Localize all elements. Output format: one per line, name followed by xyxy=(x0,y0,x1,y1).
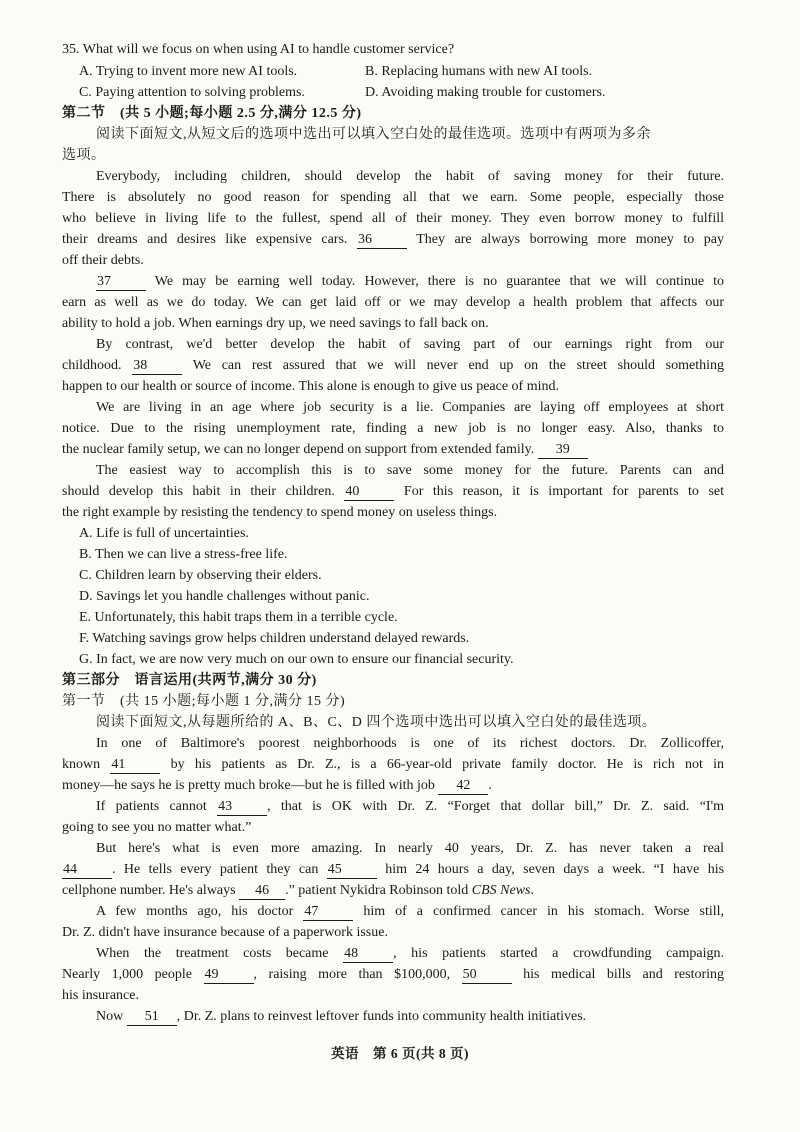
text-fragment: should develop this habit in their children. xyxy=(62,484,335,499)
cloze-line xyxy=(62,860,724,881)
blank-37[interactable]: 37 xyxy=(96,274,146,291)
text-fragment: , his patients started a crowdfunding campaign. xyxy=(393,946,725,961)
text-fragment: . xyxy=(488,778,492,793)
cloze-line: In one of Baltimore's poorest neighborhoods is one of its richest doctors. Dr. Zollicoffer, xyxy=(96,736,724,751)
q35-option-c: C. Paying attention to solving problems. xyxy=(79,85,305,100)
part3-instruction: 阅读下面短文,从每题所给的 A、B、C、D 四个选项中选出可以填入空白处的最佳选项。 xyxy=(96,715,657,730)
cloze-line xyxy=(96,902,724,923)
text-fragment: by his patients as Dr. Z., is a 66-year-old private family doctor. He is rich not in xyxy=(170,757,725,772)
cloze-line xyxy=(96,944,724,965)
cloze-line: But here's what is even more amazing. In nearly 40 years, Dr. Z. has never taken a real xyxy=(96,841,724,856)
cloze-line xyxy=(62,755,724,776)
section2-instruction: 阅读下面短文,从短文后的选项中选出可以填入空白处的最佳选项。选项中有两项为多余 xyxy=(96,127,651,142)
text-fragment: their dreams and desires like expensive cars. xyxy=(62,232,348,247)
option-d: D. Savings let you handle challenges without panic. xyxy=(79,589,370,604)
blank-48[interactable]: 48 xyxy=(343,946,393,963)
cloze-line: going to see you no matter what.” xyxy=(62,820,252,835)
blank-41[interactable]: 41 xyxy=(110,757,160,774)
q35-stem: 35. What will we focus on when using AI to handle customer service? xyxy=(62,42,455,57)
cloze-line xyxy=(62,881,724,902)
passage2-line: earn as well as we do today. We can get laid off or we may develop a health problem that affects our xyxy=(62,295,724,310)
cloze-line: Dr. Z. didn't have insurance because of a paperwork issue. xyxy=(62,925,388,940)
text-fragment: childhood. xyxy=(62,358,122,373)
passage4-line: We are living in an age where job security is a lie. Companies are laying off employees at short xyxy=(96,400,724,415)
passage4-line xyxy=(62,440,724,461)
option-g: G. In fact, we are now very much on our own to ensure our financial security. xyxy=(79,652,514,667)
part3-subheading: 第一节 (共 15 小题;每小题 1 分,满分 15 分) xyxy=(62,694,346,709)
blank-39[interactable]: 39 xyxy=(538,442,588,459)
text-fragment: If patients cannot xyxy=(96,799,207,814)
part3-heading: 第三部分 语言运用(共两节,满分 30 分) xyxy=(62,673,317,688)
text-fragment: money—he says he is pretty much broke—but he is filled with job xyxy=(62,778,435,793)
option-f: F. Watching savings grow helps children understand delayed rewards. xyxy=(79,631,470,646)
passage1-line: off their debts. xyxy=(62,253,144,268)
text-fragment: .” patient Nykidra Robinson told xyxy=(285,883,469,898)
text-fragment: . He tells every patient they can xyxy=(112,862,319,877)
blank-46[interactable]: 46 xyxy=(239,883,285,900)
text-fragment: known xyxy=(62,757,101,772)
blank-40[interactable]: 40 xyxy=(344,484,394,501)
blank-47[interactable]: 47 xyxy=(303,904,353,921)
text-fragment: We may be earning well today. However, there is no guarantee that we will continue to xyxy=(154,274,724,289)
page-footer: 英语 第 6 页(共 8 页) xyxy=(331,1046,469,1061)
text-fragment: , Dr. Z. plans to reinvest leftover funds into community health initiatives. xyxy=(176,1009,587,1024)
text-fragment: We can rest assured that we will never end up on the street should something xyxy=(192,358,725,373)
blank-49[interactable]: 49 xyxy=(204,967,254,984)
q35-options-row2 xyxy=(79,83,741,104)
passage3-line: By contrast, we'd better develop the habit of saving part of our earnings right from our xyxy=(96,337,724,352)
text-fragment: They are always borrowing more money to pay xyxy=(416,232,725,247)
cloze-line xyxy=(62,965,724,986)
text-fragment: When the treatment costs became xyxy=(96,946,329,961)
cloze-line xyxy=(96,797,724,818)
section2-heading: 第二节 (共 5 小题;每小题 2.5 分,满分 12.5 分) xyxy=(62,106,362,121)
blank-42[interactable]: 42 xyxy=(438,778,488,795)
news-source: CBS News xyxy=(471,883,531,898)
q35-option-b: B. Replacing humans with new AI tools. xyxy=(365,64,593,79)
passage4-line: notice. Due to the rising unemployment rate, finding a new job is no longer easy. Also, thanks to xyxy=(62,421,724,436)
q35-options-row1 xyxy=(79,62,741,83)
option-c: C. Children learn by observing their elders. xyxy=(79,568,322,583)
cloze-line: his insurance. xyxy=(62,988,139,1003)
blank-51[interactable]: 51 xyxy=(127,1009,177,1026)
blank-44[interactable]: 44 xyxy=(62,862,112,879)
text-fragment: , raising more than $100,000, xyxy=(253,967,451,982)
q35-option-d: D. Avoiding making trouble for customers. xyxy=(365,85,606,100)
passage5-line: The easiest way to accomplish this is to save some money for the future. Parents can and xyxy=(96,463,724,478)
blank-36[interactable]: 36 xyxy=(357,232,407,249)
text-fragment: . xyxy=(530,883,534,898)
blank-43[interactable]: 43 xyxy=(217,799,267,816)
cloze-line xyxy=(96,1007,724,1028)
option-e: E. Unfortunately, this habit traps them in a terrible cycle. xyxy=(79,610,398,625)
passage2-line: ability to hold a job. When earnings dry up, we need savings to fall back on. xyxy=(62,316,489,331)
text-fragment: For this reason, it is important for parents to set xyxy=(403,484,724,499)
text-fragment: Nearly 1,000 people xyxy=(62,967,192,982)
text-fragment: cellphone number. He's always xyxy=(62,883,236,898)
passage5-line: the right example by resisting the tendency to spend money on useless things. xyxy=(62,505,498,520)
text-fragment: him 24 hours a day, seven days a week. “I have his xyxy=(385,862,725,877)
cloze-line xyxy=(62,776,724,797)
text-fragment: Now xyxy=(96,1009,124,1024)
text-fragment: A few months ago, his doctor xyxy=(96,904,294,919)
text-fragment: the nuclear family setup, we can no longer depend on support from extended family. xyxy=(62,442,535,457)
option-a: A. Life is full of uncertainties. xyxy=(79,526,249,541)
text-fragment: , that is OK with Dr. Z. “Forget that dollar bill,” Dr. Z. said. “I'm xyxy=(267,799,725,814)
blank-45[interactable]: 45 xyxy=(327,862,377,879)
passage1-line: There is absolutely no good reason for spending all that we earn. Some people, especially those xyxy=(62,190,724,205)
q35-option-a: A. Trying to invent more new AI tools. xyxy=(79,64,298,79)
passage5-line xyxy=(62,482,724,503)
passage1-line: who believe in living life to the fullest, spend all of their money. They even borrow money to fulfill xyxy=(62,211,724,226)
passage2-line xyxy=(96,272,724,293)
passage3-line xyxy=(62,356,724,377)
passage1-line: Everybody, including children, should develop the habit of saving money for their future. xyxy=(96,169,724,184)
blank-38[interactable]: 38 xyxy=(132,358,182,375)
passage1-line xyxy=(62,230,724,251)
passage3-line: happen to our health or source of income. This alone is enough to give us peace of mind. xyxy=(62,379,559,394)
text-fragment: him of a confirmed cancer in his stomach. Worse still, xyxy=(363,904,725,919)
section2-instruction-cont: 选项。 xyxy=(62,148,106,163)
text-fragment: his medical bills and restoring xyxy=(523,967,725,982)
option-b: B. Then we can live a stress-free life. xyxy=(79,547,288,562)
blank-50[interactable]: 50 xyxy=(462,967,512,984)
